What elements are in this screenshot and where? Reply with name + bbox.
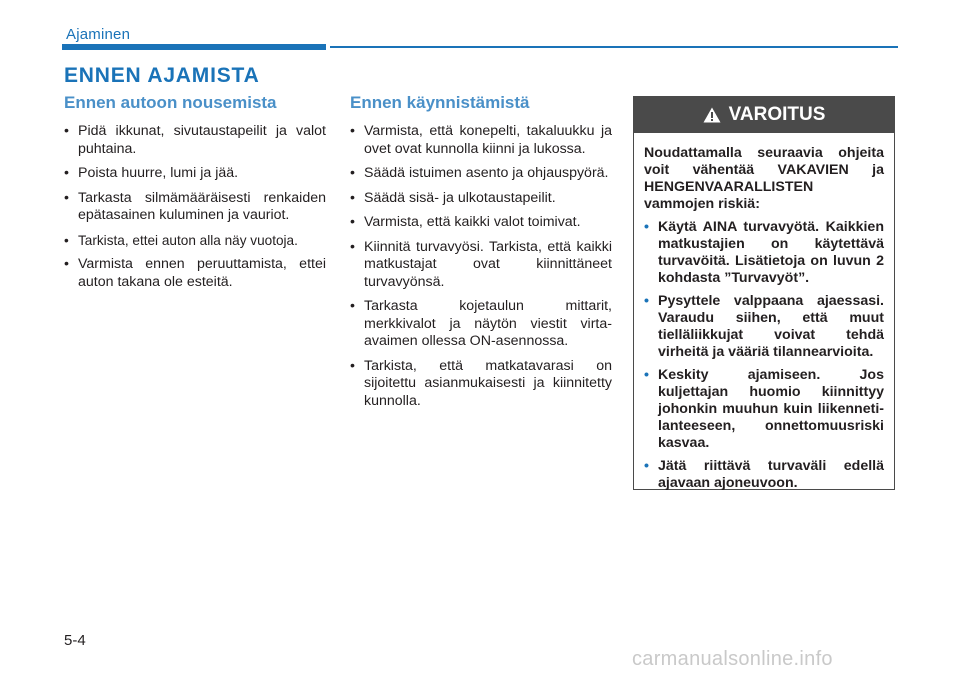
middle-column-heading: Ennen käynnistämistä [350,93,530,112]
warning-intro: Noudattamalla seuraavia ohjeita voit vähentää VAKAVIEN ja HENGENVAARALLISTEN vammojen riskiä: [644,145,884,212]
watermark: carmanualsonline.info [632,648,833,670]
list-item: • Tarkista, että matkatavarasi on sijoitettu asianmukaisesti ja kiinnitetty kunnolla. [350,358,612,411]
list-item: • Varmista ennen peruuttamista, ettei auton takana ole esteitä. [64,256,326,291]
page-number: 5-4 [64,632,86,649]
header-bar-thick [62,44,326,50]
warning-triangle-icon [703,107,721,123]
warning-item: • Jätä riittävä turvaväli edellä ajavaan ajoneuvoon. [644,458,884,492]
middle-bullet-list [350,123,612,410]
warning-title: VAROITUS [728,104,826,125]
list-item: • Tarkasta kojetaulun mittarit, merkkivalot ja näytön viestit virta-avaimen ollessa ON-asennossa. [350,298,612,351]
header-bar-thin [330,46,898,48]
warning-item: • Keskity ajamiseen. Jos kuljettajan huomio kiinnittyy johonkin muuhun kuin liikennetilanteeseen, onnettomuusriski kasvaa. [644,367,884,452]
left-column [64,93,326,298]
warning-box [633,96,895,490]
list-item: • Tarkista, ettei auton alla näy vuotoja. [64,232,326,250]
list-item: • Tarkasta silmämääräisesti renkaiden epätasainen kuluminen ja vauriot. [64,190,326,225]
list-item: • Kiinnitä turvavyösi. Tarkista, että kaikki matkustajat ovat kiinnittäneet turvavyönsä. [350,239,612,292]
page-title: ENNEN AJAMISTA [64,64,260,87]
warning-list [644,219,884,492]
warning-body [634,133,894,492]
section-label: Ajaminen [66,26,131,43]
list-item: • Säädä sisä- ja ulkotaustapeilit. [350,190,612,208]
warning-item: • Pysyttele valppaana ajaessasi. Varaudu siihen, että muut tielläliikkujat voivat tehdä virheitä ja vääriä tilannearvioita. [644,293,884,361]
list-item: • Varmista, että kaikki valot toimivat. [350,214,612,232]
list-item: • Poista huurre, lumi ja jää. [64,165,326,183]
list-item: • Varmista, että konepelti, takaluukku ja ovet ovat kunnolla kiinni ja lukossa. [350,123,612,158]
list-item: • Säädä istuimen asento ja ohjauspyörä. [350,165,612,183]
warning-header [634,97,894,133]
warning-item: • Käytä AINA turvavyötä. Kaikkien matkustajien on käytettävä turvavöitä. Lisätietoja on luvun 2 kohdasta ”Turvavyöt”. [644,219,884,287]
left-column-heading: Ennen autoon nousemista [64,93,277,112]
middle-column [350,93,612,417]
left-bullet-list [64,123,326,291]
list-item: • Pidä ikkunat, sivutaustapeilit ja valot puhtaina. [64,123,326,158]
